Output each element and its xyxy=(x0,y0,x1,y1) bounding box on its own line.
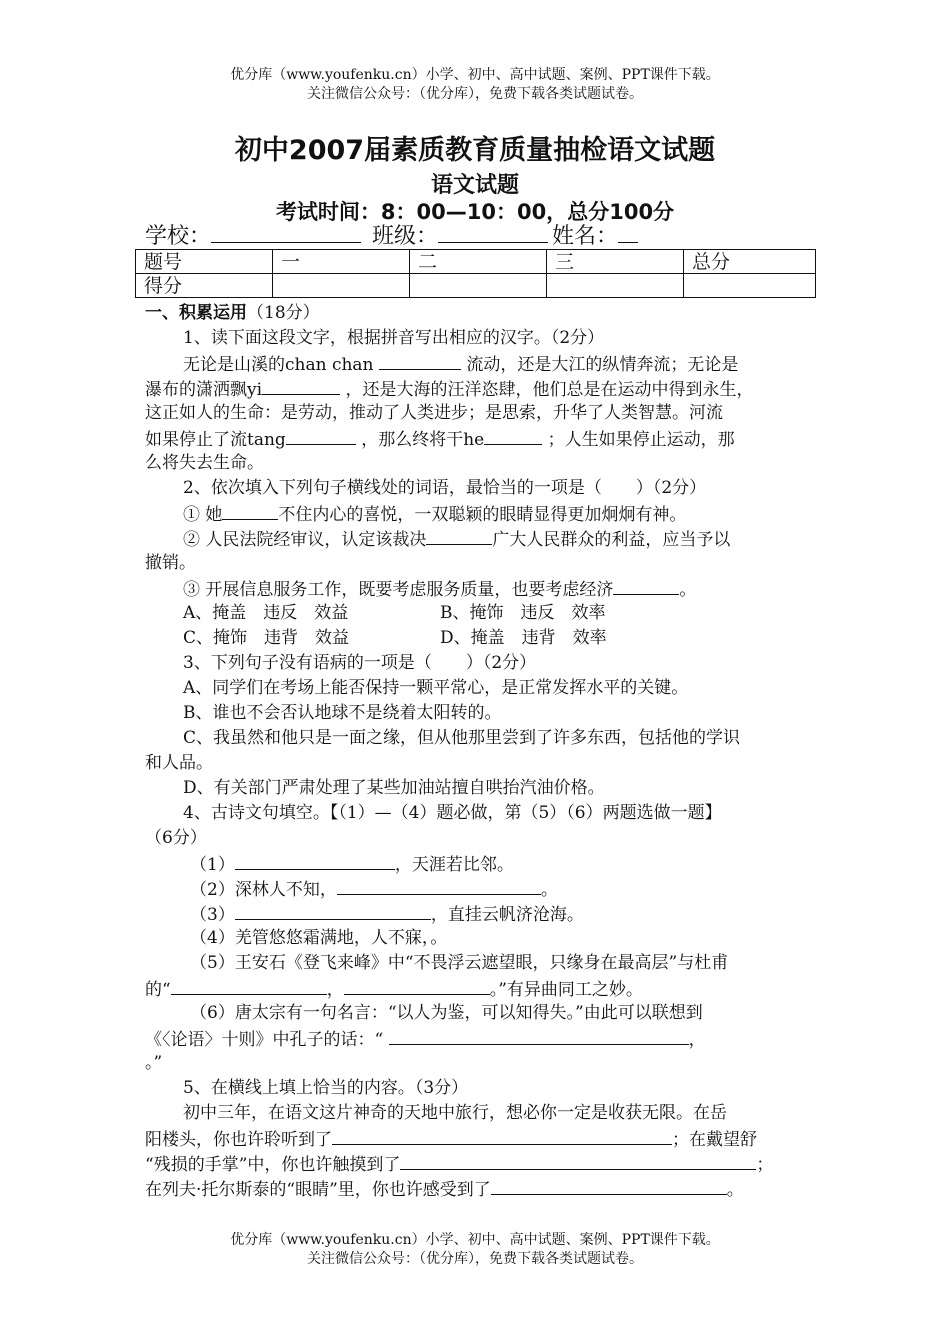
score-header-cell: 三 xyxy=(547,250,684,274)
score-header-cell: 一 xyxy=(273,250,410,274)
q1-line2: 瀑布的潇洒飘yi ，还是大海的汪洋恣肆，他们总是在运动中得到永生， xyxy=(145,376,815,403)
q4-item-1: （1） ，天涯若比邻。 xyxy=(190,851,815,878)
page-subtitle: 语文试题 xyxy=(430,173,519,198)
footer-line-2: 关注微信公众号：（优分库），免费下载各类试题试卷。 xyxy=(307,1251,643,1267)
q5-line2: 阳楼头，你也许聆听到了 ；在戴望舒 xyxy=(145,1126,815,1153)
q3-option-c-cont: 和人品。 xyxy=(145,753,213,773)
q4-item-6-end: 。” xyxy=(145,1053,163,1073)
q4-prompt: 4、古诗文句填空。【（1）—（4）题必做，第（5）（6）两题选做一题】 xyxy=(183,803,722,823)
q5-blank-3[interactable] xyxy=(491,1176,727,1195)
q5-blank-1[interactable] xyxy=(332,1126,672,1145)
q5-line3: “残损的手掌”中，你也许触摸到了 ； xyxy=(145,1151,815,1178)
q1-blank-1[interactable] xyxy=(379,351,461,370)
q5-blank-2[interactable] xyxy=(400,1151,756,1170)
q3-option-d[interactable]: D、有关部门严肃处理了某些加油站擅自哄抬汽油价格。 xyxy=(183,778,605,798)
q4-blank-3[interactable] xyxy=(235,901,431,920)
q4-blank-5b[interactable] xyxy=(344,976,490,995)
score-header-cell: 题号 xyxy=(136,250,273,274)
q2-blank-2[interactable] xyxy=(426,526,492,545)
name-label: 姓名： xyxy=(552,224,638,250)
q3-option-c[interactable]: C、我虽然和他只是一面之缘，但从他那里尝到了许多东西，包括他的学识 xyxy=(183,728,741,748)
score-header-cell: 总分 xyxy=(684,250,816,274)
q4-item-5-cont: 的“ ， 。”有异曲同工之妙。 xyxy=(145,976,815,1003)
q5-prompt: 5、在横线上填上恰当的内容。（3分） xyxy=(183,1078,469,1098)
school-label: 学校： xyxy=(145,224,361,250)
score-table-value-row xyxy=(136,274,816,298)
header-line-1: 优分库（www.youfenku.cn）小学、初中、高中试题、案例、PPT课件下载。 xyxy=(230,67,720,83)
score-cell[interactable] xyxy=(410,274,547,298)
q5-line1: 初中三年，在语文这片神奇的天地中旅行，想必你一定是收获无限。在岳 xyxy=(183,1103,727,1123)
q2-blank-3[interactable] xyxy=(613,576,679,595)
score-cell[interactable] xyxy=(684,274,816,298)
q2-sentence-2: ② 人民法院经审议，认定该裁决 广大人民群众的利益，应当予以 xyxy=(183,526,815,553)
footer-line-1: 优分库（www.youfenku.cn）小学、初中、高中试题、案例、PPT课件下载。 xyxy=(230,1232,720,1248)
class-label: 班级： xyxy=(372,224,548,250)
q2-sentence-2-cont: 撤销。 xyxy=(145,553,196,573)
section1-heading: 一、积累运用（18分） xyxy=(145,303,320,323)
score-row-label: 得分 xyxy=(136,274,273,298)
q3-option-b[interactable]: B、谁也不会否认地球不是绕着太阳转的。 xyxy=(183,703,502,723)
score-cell[interactable] xyxy=(547,274,684,298)
q4-item-6: （6）唐太宗有一句名言：“以人为鉴，可以知得失。”由此可以联想到 xyxy=(190,1003,703,1023)
q2-prompt: 2、依次填入下列句子横线处的词语，最恰当的一项是（ ）（2分） xyxy=(183,478,707,498)
q1-blank-3[interactable] xyxy=(286,426,356,445)
q3-prompt: 3、下列句子没有语病的一项是（ ）（2分） xyxy=(183,653,537,673)
q4-blank-6[interactable] xyxy=(389,1026,689,1045)
score-table-header-row xyxy=(136,250,816,274)
q3-option-a[interactable]: A、同学们在考场上能否保持一颗平常心，是正常发挥水平的关键。 xyxy=(183,678,689,698)
q1-line5: 么将失去生命。 xyxy=(145,453,264,473)
score-header-cell: 二 xyxy=(410,250,547,274)
q2-option-a[interactable]: A、掩盖 违反 效益 xyxy=(183,603,349,623)
q4-prompt-cont: （6分） xyxy=(145,828,207,848)
score-table xyxy=(135,249,816,298)
q5-line4: 在列夫·托尔斯泰的“眼睛”里，你也许感受到了 。 xyxy=(145,1176,815,1203)
q2-sentence-1: ① 她 不住内心的喜悦，一双聪颖的眼睛显得更加炯炯有神。 xyxy=(183,501,815,528)
q1-blank-4[interactable] xyxy=(484,426,542,445)
header-line-2: 关注微信公众号：（优分库），免费下载各类试题试卷。 xyxy=(307,86,643,102)
q4-blank-1[interactable] xyxy=(235,851,395,870)
q1-line3: 这正如人的生命：是劳动，推动了人类进步；是思索，升华了人类智慧。河流 xyxy=(145,403,723,423)
q2-sentence-3: ③ 开展信息服务工作，既要考虑服务质量，也要考虑经济 。 xyxy=(183,576,815,603)
q1-prompt: 1、读下面这段文字，根据拼音写出相应的汉字。（2分） xyxy=(183,328,605,348)
q4-item-4: （4）羌管悠悠霜满地，人不寐，。 xyxy=(190,928,448,948)
q4-blank-5a[interactable] xyxy=(171,976,327,995)
q2-option-b[interactable]: B、掩饰 违反 效率 xyxy=(440,603,606,623)
q4-item-6-cont: 《〈论语〉十则》中孔子的话：“ ， xyxy=(145,1026,815,1053)
q4-blank-2[interactable] xyxy=(337,876,541,895)
q1-line4: 如果停止了流tang ，那么终将干he ；人生如果停止运动，那 xyxy=(145,426,815,453)
q4-item-2: （2）深林人不知， 。 xyxy=(190,876,815,903)
q2-blank-1[interactable] xyxy=(222,501,278,520)
q1-blank-2[interactable] xyxy=(262,376,340,395)
score-cell[interactable] xyxy=(273,274,410,298)
q4-item-5: （5）王安石《登飞来峰》中“不畏浮云遮望眼，只缘身在最高层”与杜甫 xyxy=(190,953,729,973)
exam-time: 考试时间：8：00—10：00，总分100分 xyxy=(275,200,675,224)
q4-item-3: （3） ，直挂云帆济沧海。 xyxy=(190,901,815,928)
q1-line1: 无论是山溪的chan chan 流动，还是大江的纵情奔流；无论是 xyxy=(183,351,815,378)
q2-option-c[interactable]: C、掩饰 违背 效益 xyxy=(183,628,350,648)
page-title: 初中2007届素质教育质量抽检语文试题 xyxy=(234,135,716,166)
q2-option-d[interactable]: D、掩盖 违背 效率 xyxy=(440,628,607,648)
